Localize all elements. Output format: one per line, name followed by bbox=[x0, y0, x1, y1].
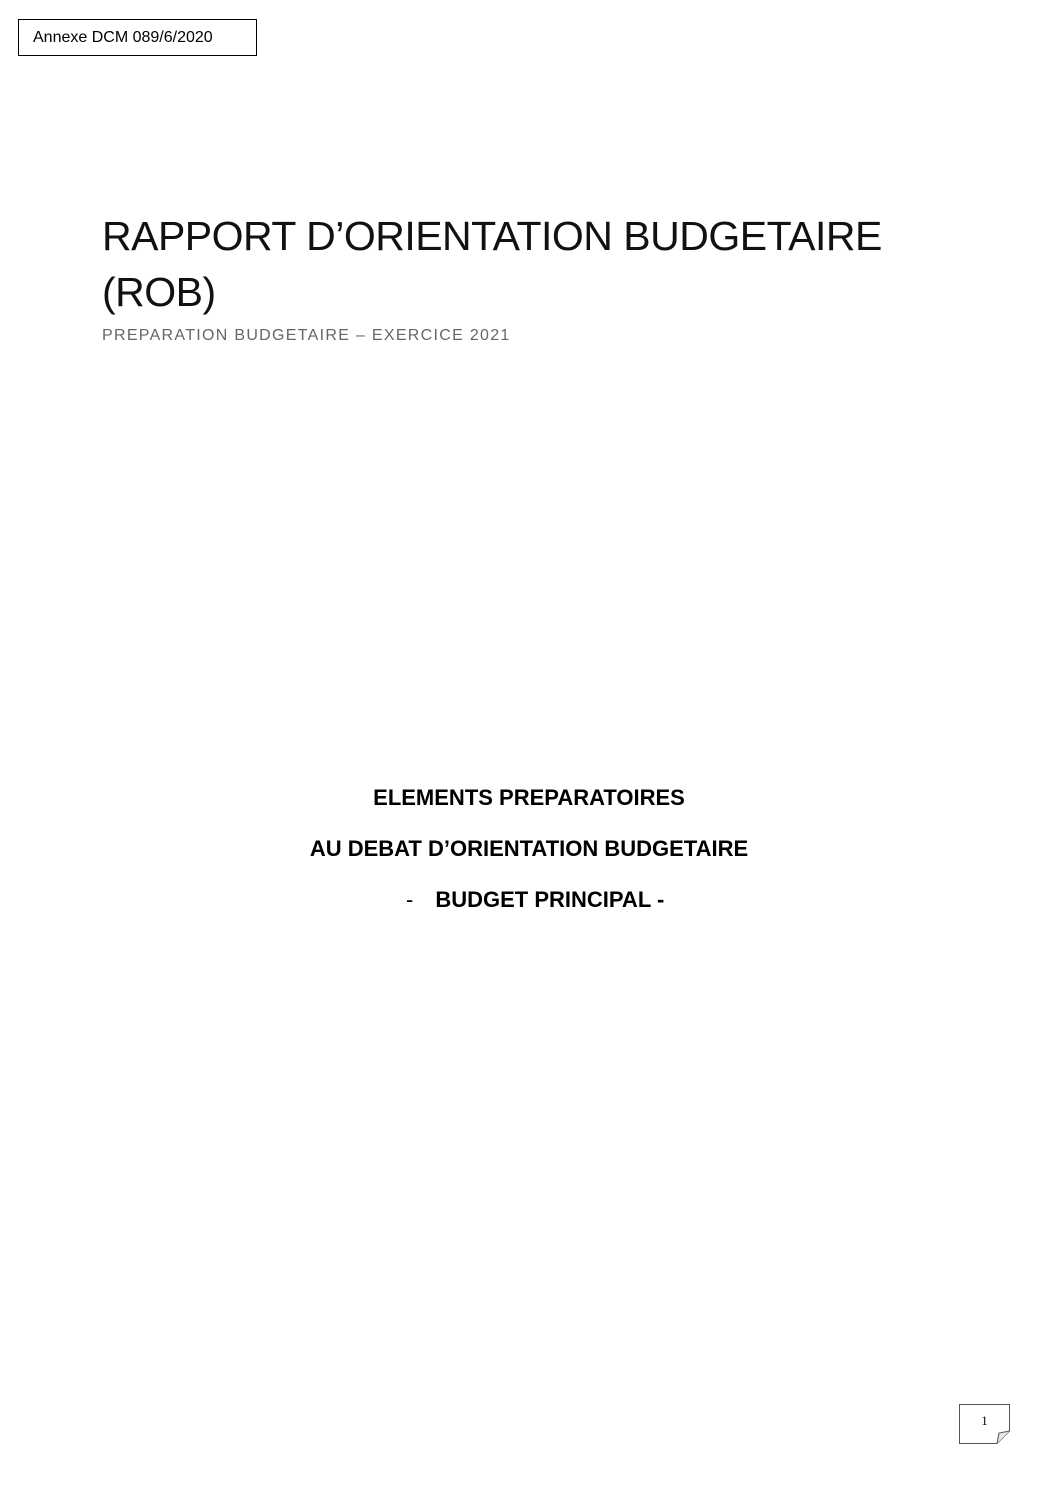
document-title-line2: (ROB) bbox=[102, 269, 216, 315]
page-number-box bbox=[959, 1404, 1010, 1444]
annex-reference-box bbox=[18, 19, 257, 56]
document-title bbox=[102, 208, 922, 320]
list-dash: - bbox=[406, 887, 414, 912]
center-heading-line2: AU DEBAT D’ORIENTATION BUDGETAIRE bbox=[309, 836, 749, 861]
document-title-line1: RAPPORT D’ORIENTATION BUDGETAIRE bbox=[102, 213, 882, 259]
page-number: 1 bbox=[981, 1413, 988, 1428]
budget-principal-label: BUDGET PRINCIPAL - bbox=[435, 887, 665, 912]
center-heading-line3 bbox=[406, 887, 664, 913]
center-heading-line1: ELEMENTS PREPARATOIRES bbox=[373, 785, 685, 810]
document-subtitle: PREPARATION BUDGETAIRE – EXERCICE 2021 bbox=[102, 327, 511, 344]
annex-reference-label: Annexe DCM 089/6/2020 bbox=[33, 28, 213, 46]
